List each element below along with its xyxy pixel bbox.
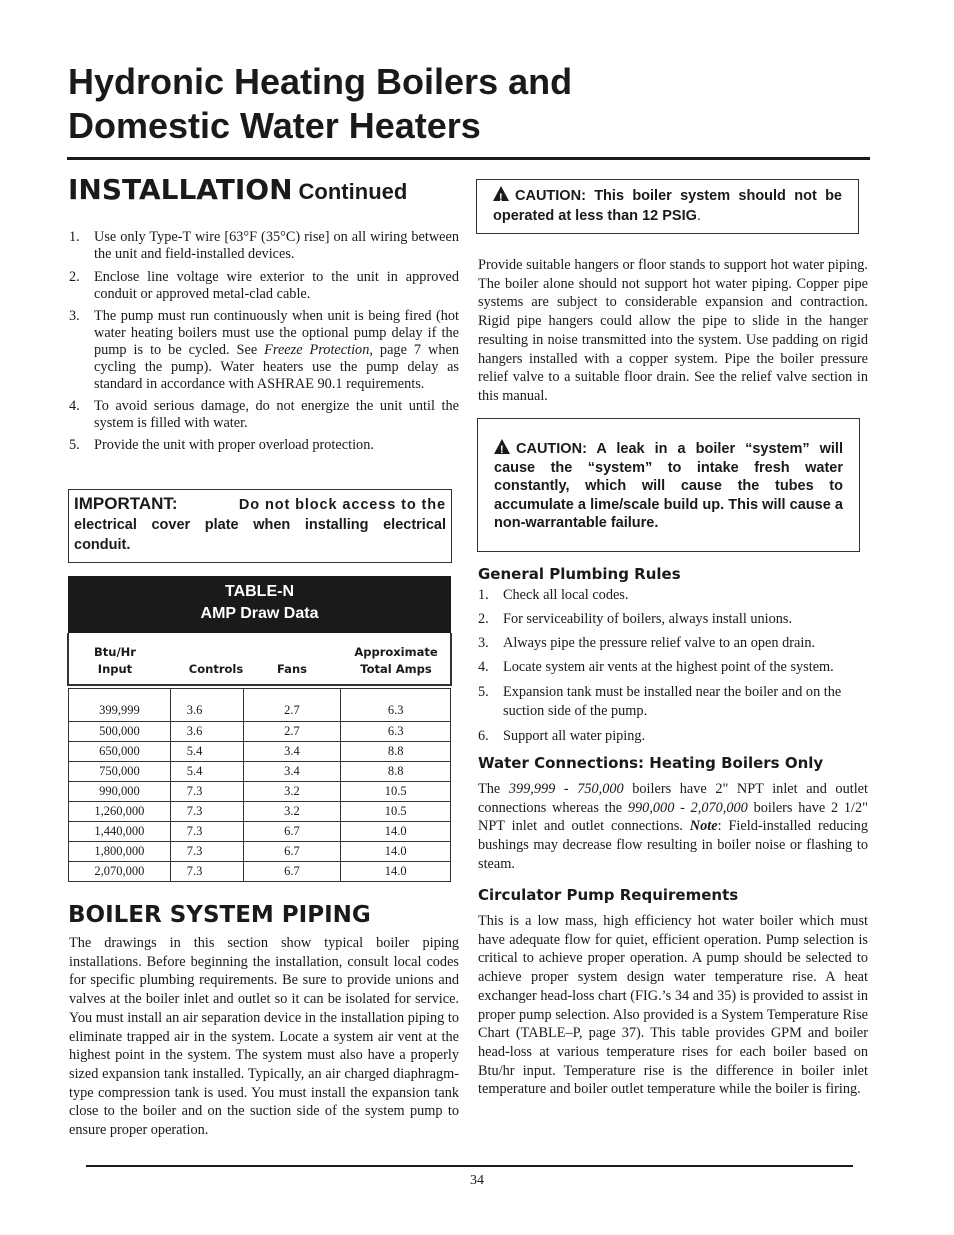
water-connections-text: The 399,999 - 750,000 boilers have 2" NPT inlet and outlet connections whereas the 990,000 - 2,070,000 boilers have 2 1/2" NPT inlet and outlet connections. Note: Field-installed reducing bushings may decrease flow resulting in boiler noise or flashing to steam.	[478, 781, 869, 872]
caution-text: : A leak in a boiler “system” will cause the “system” to intake fresh water constantly, which will cause the tubes to accumulate a lime/scale build up. This will cause a non-warrantable failure.	[494, 441, 843, 532]
plumbing-list	[478, 587, 870, 745]
table-row: 1,800,000 7.3 6.7 14.0	[69, 842, 451, 862]
warning-triangle-icon	[493, 186, 509, 201]
list-item: 1. Use only Type-T wire [63°F (35°C) rise] on all wiring between the unit and field-installed devices.	[69, 229, 459, 262]
page-number: 34	[470, 1173, 484, 1188]
table-left-border	[67, 633, 69, 686]
continued-label: Continued	[298, 179, 408, 204]
table-row: 990,000 7.3 3.2 10.5	[69, 782, 451, 802]
installation-heading-text: INSTALLATION	[68, 173, 293, 206]
circulator-text: This is a low mass, high efficiency hot water boiler which must have adequate flow for quiet, efficient operation. Pump selection is critical to achieve proper operation. A pump should be selected to achieve proper system design water temperature rise. A heat exchanger head-loss chart (FIG.’s 34 and 35) is provided to assist in proper pump selection. Also provided is a System Temperature Rise Chart (TABLE–P, page 37). This table provides GPM and boiler head-loss at various temperature rises for each boiler based on Btu/hr input. Temperature rise is the difference in boiler inlet temperature and boiler outlet temperature while the boiler is firing.	[478, 913, 868, 1098]
amp-table-title-2: AMP Draw Data	[200, 605, 319, 622]
col-header-fans: Fans	[277, 662, 307, 676]
important-notice	[68, 489, 452, 563]
list-item: 3. Always pipe the pressure relief valve to an open drain.	[478, 635, 816, 651]
table-row: 500,000 3.6 2.7 6.3	[69, 722, 451, 742]
col-header-total: Approximate Total Amps	[354, 645, 438, 676]
caution-text: : This boiler system should not be operated at less than 12 PSIG	[493, 188, 842, 224]
col-header-controls: Controls	[188, 662, 244, 676]
list-item: 4. Locate system air vents at the highest point of the system.	[478, 659, 834, 675]
caution-leak	[477, 418, 860, 552]
caution-label: CAUTION	[516, 441, 583, 457]
list-item: 2. Enclose line voltage wire exterior to the unit in approved conduit or approved metal-clad cable.	[69, 269, 459, 302]
table-row: 750,000 5.4 3.4 8.8	[69, 762, 451, 782]
boiler-piping-text: The drawings in this section show typical boiler piping installations. Before beginning the installation, consult local codes for specific plumbing requirements. Be sure to provide unions and valves at the boiler inlet and outlet so it can be isolated for service. You must install an air separation device in the installation piping to eliminate trapped air in the system. Locate a system air vent at the highest point in the system. The system must also have a properly sized expansion tank installed. Typically, an air charged diaphragm-type compression tank is used. You must install the expansion tank close to the boiler and on the suction side of the system pump to ensure proper operation.	[69, 935, 459, 1139]
table-row: 650,000 5.4 3.4 8.8	[69, 742, 451, 762]
amp-table-title-1: TABLE-N	[224, 583, 295, 600]
title-line-2: Domestic Water Heaters	[68, 105, 481, 146]
important-label: IMPORTANT:	[74, 494, 178, 513]
table-row: 2,070,000 7.3 6.7 14.0	[69, 862, 451, 882]
table-row: 1,260,000 7.3 3.2 10.5	[69, 802, 451, 822]
page-title	[68, 60, 888, 148]
table-row: 1,440,000 7.3 6.7 14.0	[69, 822, 451, 842]
list-item: 3. The pump must run continuously when unit is being fired (hot water heating boilers must use the optional pump delay if the pump is to be cycled. See Freeze Protection, page 7 when cycling the pump). Water heaters use the pump delay as standard in accordance with ASHRAE 90.1 requirements.	[69, 308, 460, 392]
list-item: 1. Check all local codes.	[478, 587, 629, 603]
col-header-btu: Btu/Hr Input	[94, 645, 136, 676]
table-row: 399,999 3.6 2.7 6.3	[69, 689, 451, 722]
water-connections-heading: Water Connections: Heating Boilers Only	[478, 754, 824, 772]
installation-list	[69, 229, 459, 454]
list-item: 5. Expansion tank must be installed near the boiler and on the suction side of the pump.	[478, 684, 842, 719]
list-item: 4. To avoid serious damage, do not energize the unit until the system is filled with water.	[69, 398, 459, 431]
warning-triangle-icon	[494, 439, 510, 454]
amp-table	[68, 688, 451, 882]
plumbing-heading: General Plumbing Rules	[478, 565, 681, 583]
list-item: 2. For serviceability of boilers, always install unions.	[478, 611, 793, 627]
caution-psig: !CAUTION: This boiler system should not be operated at less than 12 PSIG.	[476, 179, 859, 234]
important-text-1: Do not block access to the	[238, 497, 446, 513]
title-divider	[67, 157, 870, 160]
list-item: 6. Support all water piping.	[478, 728, 646, 744]
table-header-rule	[67, 684, 452, 686]
title-line-1: Hydronic Heating Boilers and	[68, 61, 573, 102]
footer-divider	[86, 1165, 853, 1167]
list-item: 5. Provide the unit with proper overload protection.	[69, 437, 374, 453]
hangers-text: Provide suitable hangers or floor stands to support hot water piping. The boiler alone should not support hot water piping. Copper pipe systems are subject to considerable expansion and contraction. Rigid pipe hangers could allow the pipe to slide in the hanger resulting in noise transmitted into the system. Use padding on rigid hangers installed with a copper system. Pipe the boiler pressure relief valve to a suitable floor drain. See the relief valve section in this manual.	[478, 257, 868, 404]
boiler-piping-heading: BOILER SYSTEM PIPING	[68, 902, 371, 928]
caution-label: CAUTION	[515, 188, 582, 204]
important-text-2: electrical cover plate when installing electrical conduit.	[74, 517, 446, 553]
amp-table-title	[68, 576, 451, 633]
circulator-heading: Circulator Pump Requirements	[478, 886, 739, 904]
installation-heading	[68, 173, 407, 206]
